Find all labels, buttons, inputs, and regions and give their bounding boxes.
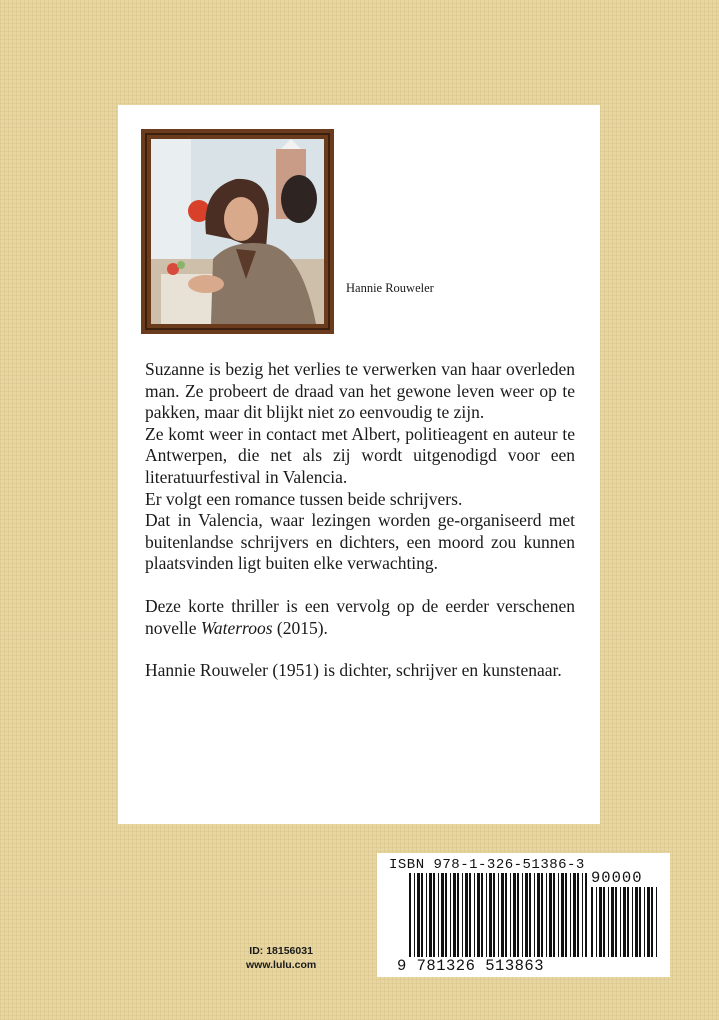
barcode-bar bbox=[429, 873, 432, 957]
barcode-bar bbox=[501, 873, 504, 957]
back-cover-panel bbox=[118, 105, 600, 824]
barcode-bar bbox=[525, 873, 528, 957]
barcode-bar bbox=[465, 873, 468, 957]
sequel-title: Waterroos bbox=[200, 617, 273, 638]
price-code: 90000 bbox=[591, 869, 643, 887]
barcode-bar bbox=[517, 873, 519, 957]
barcode-bar bbox=[462, 873, 463, 957]
barcode-bar bbox=[529, 873, 531, 957]
barcode-bar bbox=[549, 873, 552, 957]
barcode-bar bbox=[469, 873, 471, 957]
barcode-bar bbox=[489, 873, 492, 957]
barcode-bar bbox=[608, 887, 609, 957]
barcode-bar bbox=[541, 873, 543, 957]
barcode-bar bbox=[611, 887, 614, 957]
sequel-year: (2015). bbox=[272, 617, 328, 638]
barcode-bar bbox=[498, 873, 499, 957]
isbn-barcode bbox=[377, 853, 670, 977]
barcode-bar bbox=[596, 887, 597, 957]
barcode-bar bbox=[493, 873, 495, 957]
barcode-bar bbox=[453, 873, 456, 957]
author-photo-illustration bbox=[151, 139, 324, 324]
blurb-paragraph: Suzanne is bezig het verlies te verwerken van haar overleden man. Ze probeert de draad van het gewone leven weer op te pakken, maar dit blijkt niet zo eenvoudig te zijn. bbox=[145, 359, 575, 423]
barcode-bar bbox=[426, 873, 427, 957]
ean-digits: 9 781326 513863 bbox=[397, 957, 545, 975]
barcode-bar bbox=[414, 873, 415, 957]
publisher-url: www.lulu.com bbox=[246, 959, 317, 971]
barcode-bar bbox=[603, 887, 605, 957]
addon-barcode-bars bbox=[591, 887, 659, 957]
barcode-bar bbox=[433, 873, 435, 957]
publisher-id: ID: 18156031 bbox=[249, 945, 313, 957]
barcode-bar bbox=[441, 873, 444, 957]
isbn-label: ISBN 978-1-326-51386-3 bbox=[389, 857, 585, 873]
barcode-bar bbox=[510, 873, 511, 957]
barcode-bar bbox=[457, 873, 459, 957]
blurb-text bbox=[145, 359, 575, 682]
barcode-bar bbox=[644, 887, 645, 957]
barcode-bar bbox=[585, 873, 587, 957]
blurb-paragraph: Er volgt een romance tussen beide schrijvers. bbox=[145, 488, 463, 509]
author-bio: Hannie Rouweler (1951) is dichter, schrijver en kunstenaar. bbox=[145, 660, 562, 681]
barcode-bar bbox=[417, 873, 420, 957]
barcode-bar bbox=[486, 873, 487, 957]
barcode-bar bbox=[639, 887, 641, 957]
barcode-bar bbox=[477, 873, 480, 957]
author-photo-caption: Hannie Rouweler bbox=[346, 281, 434, 295]
barcode-bar bbox=[558, 873, 559, 957]
barcode-bar bbox=[651, 887, 653, 957]
barcode-bar bbox=[505, 873, 507, 957]
author-photo bbox=[141, 129, 334, 334]
barcode-bar bbox=[553, 873, 555, 957]
barcode-bar bbox=[570, 873, 571, 957]
barcode-bar bbox=[445, 873, 447, 957]
barcode-bar bbox=[561, 873, 564, 957]
barcode-bar bbox=[438, 873, 439, 957]
barcode-bar bbox=[632, 887, 633, 957]
barcode-bar bbox=[635, 887, 638, 957]
sequel-text: Deze korte thriller is een vervolg op de eerder verschenen novelle bbox=[145, 595, 575, 638]
blurb-paragraph: Dat in Valencia, waar lezingen worden ge-organiseerd met buitenlandse schrijvers en dichters, een moord zou kunnen plaatsvinden ligt buiten elke verwachting. bbox=[145, 510, 575, 574]
barcode-bar bbox=[656, 887, 657, 957]
barcode-bar bbox=[409, 873, 411, 957]
barcode-bar bbox=[573, 873, 576, 957]
barcode-bar bbox=[474, 873, 475, 957]
barcode-bar bbox=[647, 887, 650, 957]
publisher-info bbox=[246, 944, 316, 972]
barcode-bar bbox=[623, 887, 626, 957]
barcode-bar bbox=[537, 873, 540, 957]
barcode-bar bbox=[615, 887, 617, 957]
barcode-bar bbox=[546, 873, 547, 957]
barcode-bar bbox=[577, 873, 579, 957]
sequel-paragraph bbox=[145, 596, 575, 639]
barcode-bar bbox=[565, 873, 567, 957]
barcode-bar bbox=[582, 873, 583, 957]
barcode-bar bbox=[522, 873, 523, 957]
barcode-bar bbox=[534, 873, 535, 957]
barcode-bar bbox=[513, 873, 516, 957]
barcode-bar bbox=[599, 887, 602, 957]
barcode-bar bbox=[450, 873, 451, 957]
blurb-paragraph: Ze komt weer in contact met Albert, politieagent en auteur te Antwerpen, die net als zij wordt uitgenodigd voor een literatuurfestival in Valencia. bbox=[145, 423, 575, 487]
barcode-bar bbox=[481, 873, 483, 957]
barcode-bar bbox=[591, 887, 593, 957]
barcode-bar bbox=[627, 887, 629, 957]
barcode-bar bbox=[620, 887, 621, 957]
ean-barcode-bars bbox=[409, 873, 587, 957]
barcode-bar bbox=[421, 873, 423, 957]
